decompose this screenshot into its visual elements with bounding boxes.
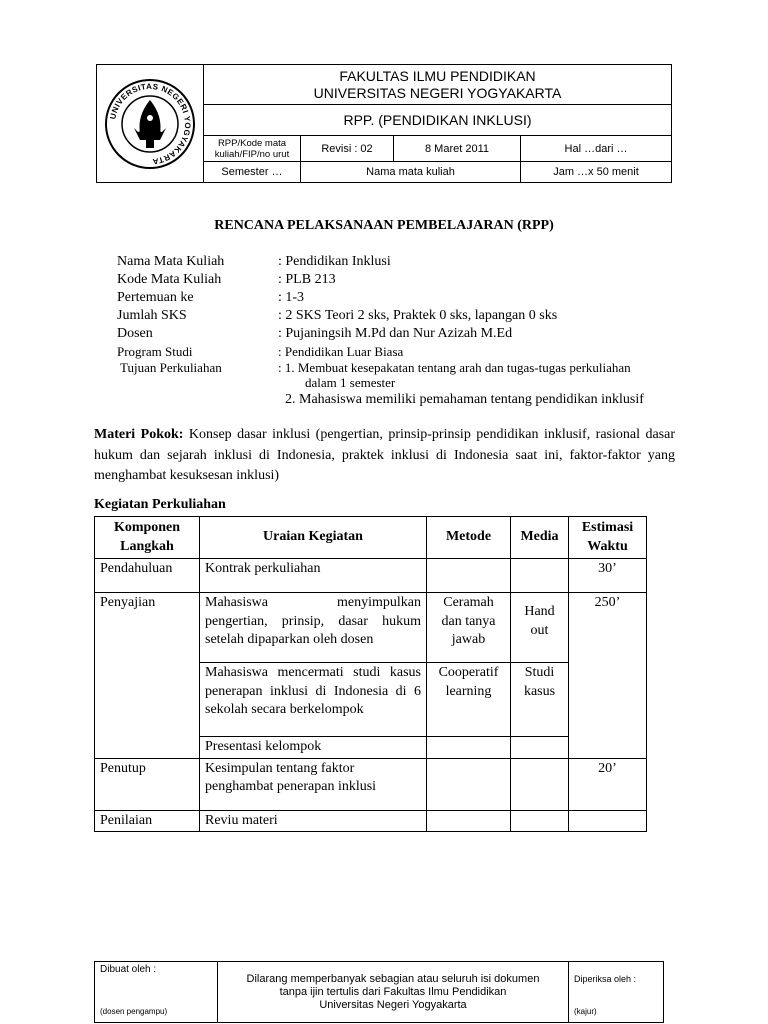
tujuan-continued: dalam 1 semester	[305, 375, 396, 390]
col-header: Uraian Kegiatan	[200, 517, 427, 559]
duration: Jam …x 50 menit	[521, 162, 672, 183]
kegiatan-title: Kegiatan Perkuliahan	[94, 497, 226, 512]
identity-value: : 1. Membuat kesepakatan tentang arah dan tugas-tugas perkuliahan	[278, 360, 631, 375]
identity-value: : Pendidikan Luar Biasa	[278, 344, 404, 359]
identity-value: : 1-3	[278, 290, 305, 305]
revisi: Revisi : 02	[301, 136, 394, 162]
semester: Semester …	[204, 162, 301, 183]
rpp-course-title: RPP. (PENDIDIKAN INKLUSI)	[204, 105, 672, 136]
document-footer	[94, 961, 664, 1023]
document-header	[96, 64, 672, 183]
table-row: Pendahuluan Kontrak perkuliahan 30’	[95, 559, 647, 593]
university-logo	[104, 78, 196, 170]
course-name-label: Nama mata kuliah	[301, 162, 521, 183]
svg-text:UNIVERSITAS NEGERI YOGYAKARTA: UNIVERSITAS NEGERI YOGYAKARTA	[108, 81, 193, 166]
col-header: Estimasi Waktu	[569, 517, 647, 559]
identity-label: Tujuan Perkuliahan	[120, 360, 222, 375]
identity-value: : PLB 213	[278, 272, 336, 287]
identity-value: : 2 SKS Teori 2 sks, Praktek 0 sks, lapangan 0 sks	[278, 308, 558, 323]
materi-text: Konsep dasar inklusi (pengertian, prinsip-prinsip pendidikan inklusif, rasional dasar hukum dan sejarah inklusi di Indonesia, praktek inklusi di Indonesia saat ini, faktor-faktor yang menghambat kesuksesan inklusi)	[94, 427, 675, 483]
dibuat-label: Dibuat oleh :	[100, 964, 157, 975]
materi-pokok	[94, 425, 675, 487]
identity-value: : Pendidikan Inklusi	[278, 254, 391, 269]
identity-label: Pertemuan ke	[117, 290, 194, 305]
table-row: Penyajian Mahasiswa menyimpulkan pengertian, prinsip, dasar hukum setelah dipaparkan oleh dosen Ceramah dan tanya jawab Hand out 250’	[95, 593, 647, 663]
identity-label: Kode Mata Kuliah	[117, 272, 222, 287]
dosen-pengampu: (dosen pengampu)	[100, 1007, 168, 1016]
identity-label: Nama Mata Kuliah	[117, 254, 225, 269]
diperiksa-cell	[569, 962, 664, 1023]
materi-label: Materi Pokok:	[94, 427, 184, 442]
kajur: (kajur)	[574, 1007, 597, 1016]
col-header: Komponen Langkah	[95, 517, 200, 559]
identity-value: : Pujaningsih M.Pd dan Nur Azizah M.Ed	[278, 326, 513, 341]
table-row: Penilaian Reviu materi	[95, 810, 647, 832]
col-header: Metode	[427, 517, 511, 559]
code-cell: RPP/Kode mata kuliah/FIP/no urut	[204, 136, 301, 162]
col-header: Media	[511, 517, 569, 559]
table-row: Mahasiswa mencermati studi kasus penerapan inklusi di Indonesia di 6 sekolah secara berkelompok Cooperatif learning Studi kasus	[95, 663, 647, 737]
faculty-name: FAKULTAS ILMU PENDIDIKAN	[339, 67, 536, 84]
diperiksa-label: Diperiksa oleh :	[574, 974, 637, 984]
identity-label: Dosen	[117, 326, 153, 341]
date: 8 Maret 2011	[394, 136, 521, 162]
table-row: Presentasi kelompok	[95, 737, 647, 759]
notice-cell: Dilarang memperbanyak sebagian atau seluruh isi dokumen tanpa ijin tertulis dari Fakultas Ilmu Pendidikan Universitas Negeri Yogyakarta	[218, 962, 569, 1023]
document-title: RENCANA PELAKSANAAN PEMBELAJARAN (RPP)	[214, 218, 554, 233]
university-name: UNIVERSITAS NEGERI YOGYAKARTA	[313, 84, 562, 101]
tujuan-2: 2. Mahasiswa memiliki pemahaman tentang pendidikan inklusif	[285, 392, 644, 407]
identity-label: Program Studi	[117, 344, 193, 359]
kegiatan-table	[94, 516, 647, 832]
dibuat-cell	[95, 962, 218, 1023]
logo-cell	[97, 65, 204, 183]
page-info: Hal …dari …	[521, 136, 672, 162]
identity-label: Jumlah SKS	[117, 308, 187, 323]
table-row: Penutup Kesimpulan tentang faktor penghambat penerapan inklusi 20’	[95, 758, 647, 810]
